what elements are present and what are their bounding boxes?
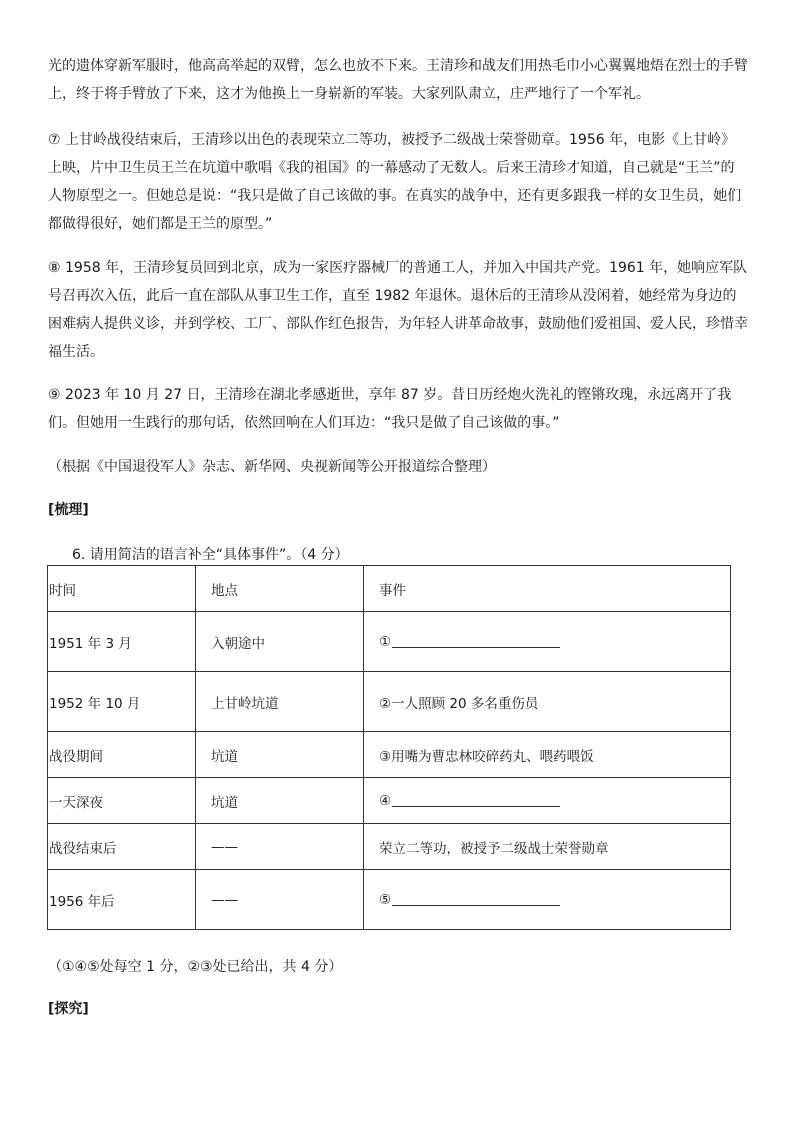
cell-event: 荣立二等功，被授予二级战士荣誉勋章 [364,824,731,870]
source-note: （根据《中国退役军人》杂志、新华网、央视新闻等公开报道综合整理） [48,459,496,475]
question-6-prompt: 6. 请用简洁的语言补全“具体事件”。（4 分） [72,547,349,563]
events-table [47,565,731,930]
answer-blank-line[interactable] [392,792,560,807]
table-row [48,612,731,672]
cell-place: —— [196,824,364,870]
table-row [48,672,731,732]
table-header-row [48,566,731,612]
blank-marker: ⑤ [379,892,392,908]
cell-place: 入朝途中 [196,612,364,672]
table-row [48,824,731,870]
cell-event-blank-1[interactable] [364,612,731,672]
cell-time: 一天深夜 [48,778,196,824]
table-row [48,870,731,930]
section-heading-sort: [梳理] [48,502,89,518]
header-time: 时间 [48,566,196,612]
cell-event: ②一人照顾 20 多名重伤员 [364,672,731,732]
cell-time: 战役结束后 [48,824,196,870]
cell-place: 坑道 [196,778,364,824]
scoring-note: （①④⑤处每空 1 分，②③处已给出，共 4 分） [48,959,343,975]
cell-event-blank-5[interactable] [364,870,731,930]
cell-time: 1951 年 3 月 [48,612,196,672]
cell-event-blank-4[interactable] [364,778,731,824]
cell-place: 上甘岭坑道 [196,672,364,732]
cell-event: ③用嘴为曹忠林咬碎药丸、喂药喂饭 [364,732,731,778]
blank-marker: ④ [379,793,392,809]
table-row [48,732,731,778]
table-row [48,778,731,824]
answer-blank-line[interactable] [392,891,560,906]
header-place: 地点 [196,566,364,612]
cell-time: 1952 年 10 月 [48,672,196,732]
section-heading-explore: [探究] [48,1001,89,1017]
cell-place: 坑道 [196,732,364,778]
paragraph-8: ⑧ 1958 年，王清珍复员回到北京，成为一家医疗器械厂的普通工人，并加入中国共产党。1961 年，她响应军队号召再次入伍，此后一直在部队从事卫生工作，直至 1982 年退休。退休后的王清珍从没闲着，她经常为身边的困难病人提供义诊，并到学校、工厂、部队作红色报告，为年轻人讲革命故事，鼓励他们爱祖国、爱人民，珍惜幸福生活。 [48,260,748,360]
header-event: 事件 [364,566,731,612]
paragraph-7: ⑦ 上甘岭战役结束后，王清珍以出色的表现荣立二等功，被授予二级战士荣誉勋章。1956 年，电影《上甘岭》上映，片中卫生员王兰在坑道中歌唱《我的祖国》的一幕感动了无数人。后来王清珍才知道，自己就是“王兰”的人物原型之一。但她总是说：“我只是做了自己该做的事。在真实的战争中，还有更多跟我一样的女卫生员，她们都做得很好，她们都是王兰的原型。” [48,132,742,232]
cell-time: 战役期间 [48,732,196,778]
blank-marker: ① [379,634,392,650]
cell-place: —— [196,870,364,930]
cell-time: 1956 年后 [48,870,196,930]
paragraph-9: ⑨ 2023 年 10 月 27 日，王清珍在湖北孝感逝世，享年 87 岁。昔日历经炮火洗礼的铿锵玫瑰，永远离开了我们。但她用一生践行的那句话，依然回响在人们耳边：“我只是做了自己该做的事。” [48,387,732,431]
answer-blank-line[interactable] [392,633,560,648]
paragraph-6-end: 光的遗体穿新军服时，他高高举起的双臂，怎么也放不下来。王清珍和战友们用热毛巾小心翼翼地焐在烈士的手臂上，终于将手臂放了下来，这才为他换上一身崭新的军装。大家列队肃立，庄严地行了一个军礼。 [48,58,748,102]
